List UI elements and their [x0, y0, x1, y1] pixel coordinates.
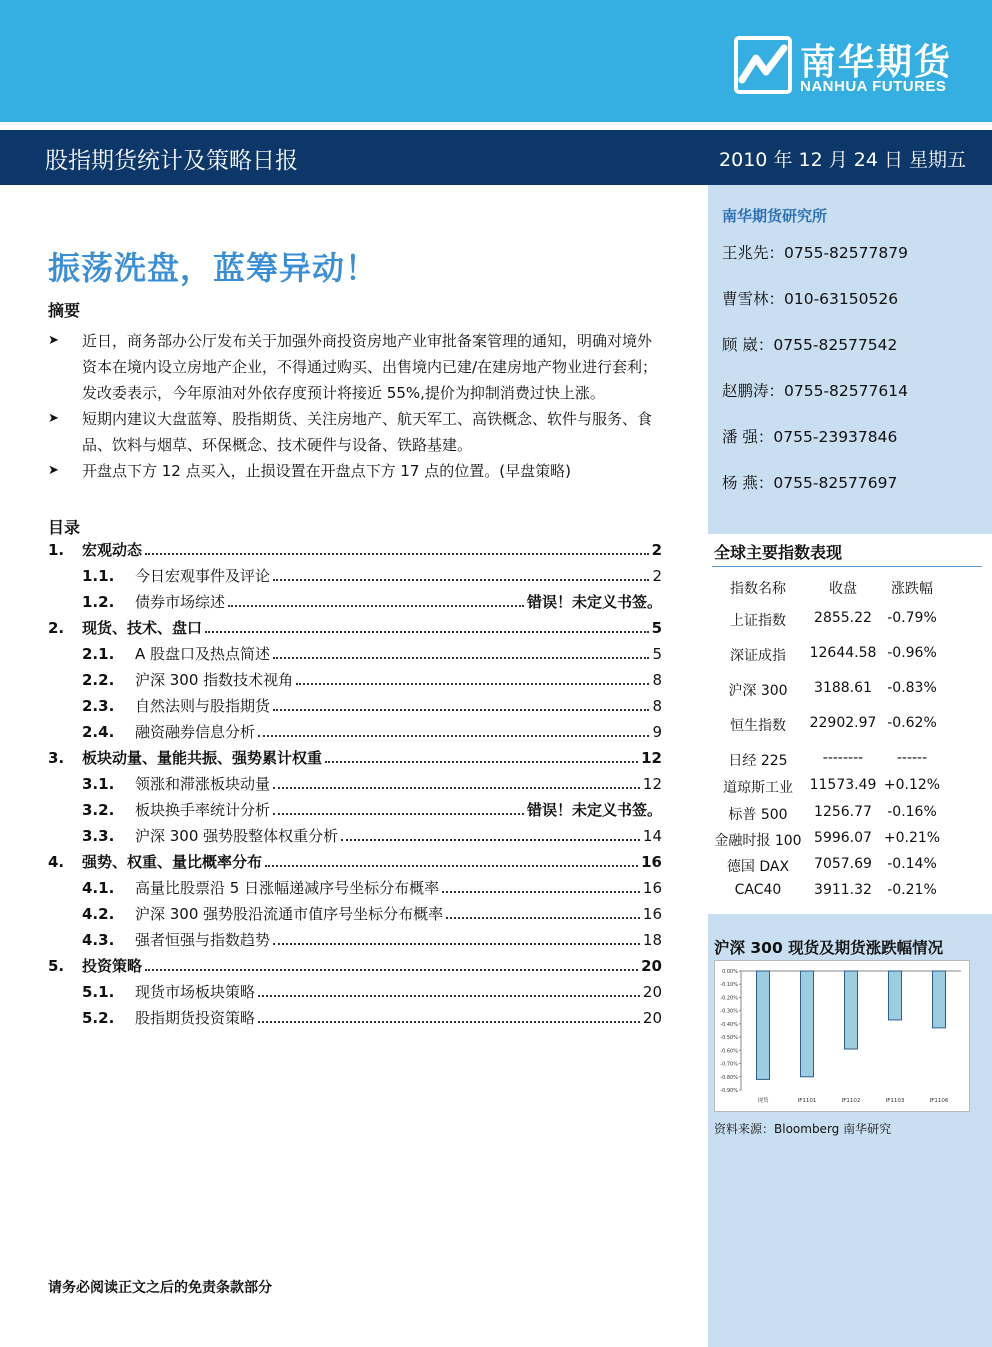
toc-entry-page: 20 — [642, 983, 662, 1001]
analyst-contacts — [722, 241, 908, 517]
toc-dot-leader — [228, 589, 524, 607]
index-change: +0.12% — [883, 777, 941, 793]
index-row — [708, 777, 992, 804]
chart-y-tick-label: -0.20% — [720, 995, 738, 1002]
top-banner — [0, 0, 992, 122]
toc-entry-title: 现货市场板块策略 — [135, 983, 256, 1001]
report-date: 2010 年 12 月 24 日 星期五 — [719, 149, 966, 171]
toc-entry-title: A 股盘口及热点简述 — [135, 645, 271, 663]
toc-entry-title: 领涨和滞涨板块动量 — [135, 775, 271, 793]
chart-x-tick-label: IF1103 — [885, 1098, 905, 1104]
toc-entry-title: 债券市场综述 — [135, 593, 226, 611]
toc-entry[interactable] — [48, 953, 662, 979]
toc-dot-leader — [265, 849, 638, 867]
toc-dot-leader — [296, 667, 649, 685]
toc-entry-page: 9 — [652, 723, 662, 741]
toc-dot-leader — [442, 875, 640, 893]
toc-dot-leader — [273, 797, 524, 815]
index-row — [708, 856, 992, 882]
toc-entry-number: 2.3. — [82, 697, 115, 715]
indices-header-name: 指数名称 — [730, 581, 786, 597]
index-change: ------ — [896, 750, 928, 766]
indices-divider — [712, 566, 982, 567]
analyst-contact: 王兆先：0755-82577879 — [722, 244, 908, 262]
toc-dot-leader — [273, 693, 649, 711]
toc-entry-number: 4.2. — [82, 905, 115, 923]
toc-entry-title: 板块动量、量能共振、强势累计权重 — [82, 749, 323, 767]
data-source: 资料来源：Bloomberg 南华研究 — [714, 1122, 892, 1136]
toc-dot-leader — [258, 1005, 640, 1023]
toc-entry-number: 5.2. — [82, 1009, 115, 1027]
chart-y-tick-label: -0.10% — [720, 982, 738, 989]
toc-entry-page: 2 — [652, 567, 662, 585]
toc-entry-page: 12 — [641, 749, 662, 767]
toc-entry-title: 沪深 300 强势股沿流通市值序号坐标分布概率 — [135, 905, 444, 923]
index-close: -------- — [822, 750, 864, 766]
toc-entry[interactable] — [48, 797, 662, 823]
index-change: -0.79% — [887, 610, 937, 626]
toc-entry-page: 20 — [641, 957, 662, 975]
sidebar — [708, 185, 992, 1347]
index-change: -0.14% — [887, 856, 937, 872]
toc-entry[interactable] — [48, 927, 662, 953]
toc-entry-number: 1.2. — [82, 593, 115, 611]
toc-entry-number: 1.1. — [82, 567, 115, 585]
index-row — [708, 680, 992, 715]
toc-entry[interactable] — [48, 901, 662, 927]
index-close: 12644.58 — [809, 645, 877, 661]
toc-entry-number: 3.3. — [82, 827, 115, 845]
index-row — [708, 804, 992, 830]
summary-text: 短期内建议大盘蓝筹、股指期货、关注房地产、航天军工、高铁概念、软件与服务、食品、饮料与烟草、环保概念、技术硬件与设备、铁路基建。 — [82, 410, 653, 454]
summary-text: 近日，商务部办公厅发布关于加强外商投资房地产业审批备案管理的通知，明确对境外资本在境内设立房地产企业，不得通过购买、出售境内已建/在建房地产物业进行套利；发改委表示，今年原油对外依存度预计将接近 55%,提价为抑制消费过快上涨。 — [82, 332, 658, 402]
index-name: CAC40 — [734, 882, 782, 898]
toc-entry[interactable] — [48, 693, 662, 719]
index-name: 日经 225 — [728, 753, 788, 769]
chart-bar — [889, 971, 902, 1020]
index-close: 3188.61 — [814, 680, 872, 696]
toc-entry[interactable] — [48, 771, 662, 797]
toc-entry[interactable] — [48, 875, 662, 901]
summary-item — [48, 328, 664, 406]
chart-x-tick-label: IF1102 — [841, 1098, 861, 1104]
arrow-bullet-icon: ➤ — [48, 463, 59, 478]
index-close: 7057.69 — [814, 856, 872, 872]
chart-bar — [801, 971, 814, 1077]
toc-entry-page: 8 — [652, 671, 662, 689]
index-row — [708, 750, 992, 777]
toc-entry-page: 5 — [652, 645, 662, 663]
toc-entry-number: 4. — [48, 853, 65, 871]
chart-y-tick-label: -0.30% — [720, 1008, 738, 1015]
index-close: 5996.07 — [814, 830, 872, 846]
toc-entry-number: 5. — [48, 957, 65, 975]
toc-entry[interactable] — [48, 667, 662, 693]
toc-dot-leader — [446, 901, 640, 919]
toc-dot-leader — [258, 719, 649, 737]
index-row — [708, 830, 992, 856]
index-close: 11573.49 — [809, 777, 877, 793]
chart-y-tick-label: -0.60% — [720, 1048, 738, 1055]
chart-y-tick-label: -0.50% — [720, 1035, 738, 1042]
chart-y-tick-label: -0.80% — [720, 1074, 738, 1081]
toc-entry-title: 强势、权重、量比概率分布 — [82, 853, 263, 871]
futures-change-chart-svg — [715, 961, 969, 1111]
indices-title: 全球主要指数表现 — [714, 543, 843, 562]
chart-y-tick-label: -0.90% — [720, 1088, 738, 1094]
toc-entry[interactable] — [48, 979, 662, 1005]
toc-dot-leader — [258, 979, 640, 997]
index-change: -0.83% — [887, 680, 937, 696]
index-name: 恒生指数 — [730, 718, 786, 734]
toc-entry-page: 错误！未定义书签。 — [526, 593, 662, 611]
chart-x-tick-label: IF1101 — [797, 1098, 817, 1104]
global-indices-panel — [708, 534, 992, 914]
toc-dot-leader — [273, 771, 640, 789]
toc-dot-leader — [205, 615, 649, 633]
report-title: 股指期货统计及策略日报 — [45, 148, 298, 174]
indices-header-close: 收盘 — [829, 581, 857, 597]
nanhua-logo — [734, 34, 974, 100]
toc-entry[interactable] — [48, 823, 662, 849]
toc-entry-number: 2. — [48, 619, 65, 637]
toc-entry-page: 8 — [652, 697, 662, 715]
toc-entry[interactable] — [48, 589, 662, 615]
index-close: 3911.32 — [814, 882, 872, 898]
index-name: 标普 500 — [728, 807, 788, 823]
toc-entry-title: 现货、技术、盘口 — [82, 619, 203, 637]
index-name: 道琼斯工业 — [723, 780, 793, 796]
toc-dot-leader — [273, 641, 649, 659]
table-of-contents — [48, 537, 662, 1031]
toc-entry-page: 2 — [651, 541, 662, 559]
index-row — [708, 610, 992, 645]
toc-entry-title: 沪深 300 强势股整体权重分析 — [135, 827, 339, 845]
indices-table — [708, 610, 992, 908]
summary-text: 开盘点下方 12 点买入，止损设置在开盘点下方 17 点的位置。(早盘策略) — [82, 462, 571, 480]
toc-entry-number: 5.1. — [82, 983, 115, 1001]
toc-entry-page: 16 — [641, 853, 662, 871]
toc-entry-number: 2.4. — [82, 723, 115, 741]
toc-entry-title: 高量比股票沿 5 日涨幅递减序号坐标分布概率 — [135, 879, 440, 897]
index-name: 金融时报 100 — [714, 833, 802, 849]
analyst-contact: 顾 崴：0755-82577542 — [722, 336, 898, 354]
chart-x-tick-label: IF1106 — [929, 1098, 949, 1104]
toc-entry-title: 股指期货投资策略 — [135, 1009, 256, 1027]
chart-y-tick-label: -0.70% — [720, 1061, 738, 1068]
toc-dot-leader — [145, 537, 649, 555]
toc-entry[interactable] — [48, 1005, 662, 1031]
toc-entry-number: 3.2. — [82, 801, 115, 819]
toc-entry[interactable] — [48, 615, 662, 641]
toc-entry[interactable] — [48, 537, 662, 563]
index-change: -0.96% — [887, 645, 937, 661]
summary-item — [48, 458, 664, 484]
report-title-bar — [0, 130, 992, 185]
chart-x-tick-label: 现货 — [757, 1098, 769, 1104]
toc-entry-title: 今日宏观事件及评论 — [135, 567, 271, 585]
toc-dot-leader — [145, 953, 638, 971]
toc-entry-page: 16 — [642, 879, 662, 897]
index-name: 沪深 300 — [728, 683, 788, 699]
toc-entry-title: 强者恒强与指数趋势 — [135, 931, 271, 949]
disclaimer-note: 请务必阅读正文之后的免责条款部分 — [48, 1280, 272, 1296]
chart-bar — [933, 971, 946, 1028]
toc-dot-leader — [273, 563, 649, 581]
chart-bar — [845, 971, 858, 1049]
toc-entry-page: 18 — [642, 931, 662, 949]
chart-title: 沪深 300 现货及期货涨跌幅情况 — [714, 939, 944, 957]
institute-name: 南华期货研究所 — [722, 207, 828, 225]
toc-entry-title: 自然法则与股指期货 — [135, 697, 271, 715]
toc-entry-title: 板块换手率统计分析 — [135, 801, 271, 819]
analyst-contact: 赵鹏涛：0755-82577614 — [722, 382, 908, 400]
chart-y-tick-label: -0.40% — [720, 1021, 738, 1028]
indices-header-row — [708, 578, 992, 600]
index-name: 德国 DAX — [726, 859, 790, 875]
headline: 振荡洗盘，蓝筹异动！ — [48, 249, 379, 287]
logo-name-en: NANHUA FUTURES — [800, 78, 947, 95]
toc-dot-leader — [325, 745, 638, 763]
toc-entry-page: 5 — [651, 619, 662, 637]
toc-entry-number: 4.3. — [82, 931, 115, 949]
index-close: 2855.22 — [814, 610, 872, 626]
toc-dot-leader — [273, 927, 640, 945]
index-row — [708, 882, 992, 908]
toc-entry-number: 3.1. — [82, 775, 115, 793]
toc-entry-page: 16 — [642, 905, 662, 923]
toc-entry-number: 2.2. — [82, 671, 115, 689]
indices-header-change: 涨跌幅 — [891, 581, 933, 597]
toc-entry-page: 14 — [642, 827, 662, 845]
index-change: -0.16% — [887, 804, 937, 820]
toc-entry[interactable] — [48, 563, 662, 589]
toc-entry-title: 融资融券信息分析 — [135, 723, 256, 741]
chart-bar — [757, 971, 770, 1079]
summary-label: 摘要 — [48, 301, 81, 320]
logo-name-cn: 南华期货 — [800, 42, 953, 83]
chart-y-tick-label: 0.00% — [722, 969, 738, 975]
futures-change-chart — [714, 960, 970, 1112]
toc-entry-title: 沪深 300 指数技术视角 — [135, 671, 294, 689]
analyst-contact: 杨 燕：0755-82577697 — [722, 474, 898, 492]
analyst-contact: 潘 强：0755-23937846 — [722, 428, 898, 446]
toc-dot-leader — [341, 823, 640, 841]
toc-entry-number: 1. — [48, 541, 65, 559]
toc-entry-page: 20 — [642, 1009, 662, 1027]
summary-list — [48, 328, 664, 484]
toc-entry-title: 宏观动态 — [82, 541, 143, 559]
arrow-bullet-icon: ➤ — [48, 411, 59, 426]
toc-entry[interactable] — [48, 641, 662, 667]
toc-label: 目录 — [48, 518, 81, 537]
nanhua-logo-icon — [734, 36, 792, 94]
toc-entry-number: 4.1. — [82, 879, 115, 897]
summary-item — [48, 406, 664, 458]
toc-entry-number: 2.1. — [82, 645, 115, 663]
toc-entry-number: 3. — [48, 749, 65, 767]
toc-entry-page: 错误！未定义书签。 — [526, 801, 662, 819]
toc-entry-page: 12 — [642, 775, 662, 793]
analyst-contact: 曹雪林：010-63150526 — [722, 290, 899, 308]
toc-entry[interactable] — [48, 849, 662, 875]
toc-entry-title: 投资策略 — [82, 957, 143, 975]
arrow-bullet-icon: ➤ — [48, 333, 59, 348]
index-name: 上证指数 — [730, 613, 786, 629]
index-row — [708, 715, 992, 750]
index-close: 22902.97 — [809, 715, 877, 731]
index-change: +0.21% — [883, 830, 941, 846]
toc-entry[interactable] — [48, 719, 662, 745]
toc-entry[interactable] — [48, 745, 662, 771]
index-row — [708, 645, 992, 680]
index-close: 1256.77 — [814, 804, 872, 820]
index-change: -0.21% — [887, 882, 937, 898]
index-name: 深证成指 — [730, 648, 786, 664]
index-change: -0.62% — [887, 715, 937, 731]
